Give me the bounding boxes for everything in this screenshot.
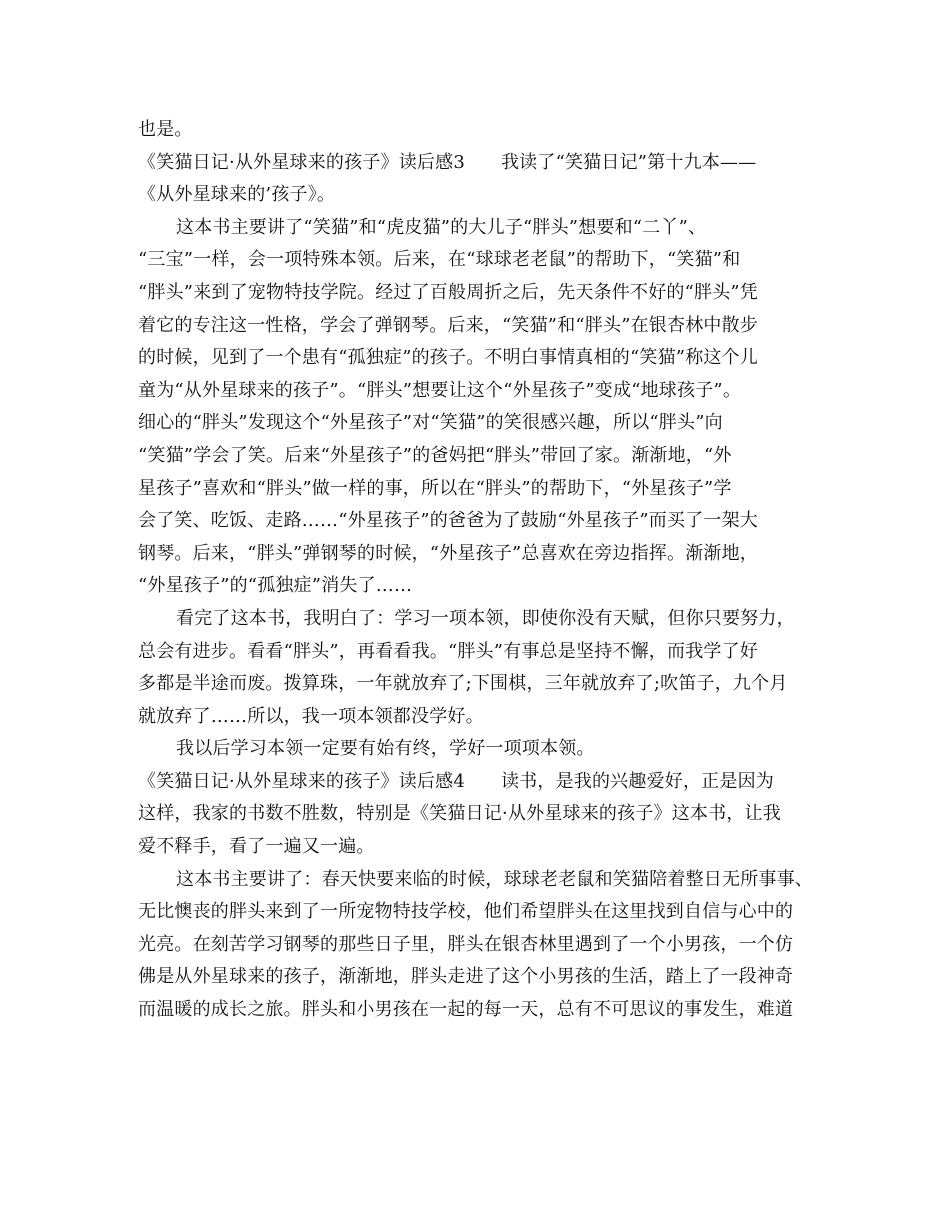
text-line: 星孩子”喜欢和“胖头”做一样的事，所以在“胖头”的帮助下，“外星孩子”学 bbox=[138, 477, 732, 499]
text-run: 我读了“笑猫日记”第十九本—— bbox=[500, 151, 757, 173]
paragraph-first-line: 我以后学习本领一定要有始有终，学好一项项本领。 bbox=[176, 738, 595, 760]
text-line: 会了笑、吃饭、走路……“外星孩子”的爸爸为了鼓励“外星孩子”而买了一架大 bbox=[138, 510, 759, 532]
text-line: 无比懊丧的胖头来到了一所宠物特技学校，他们希望胖头在这里找到自信与心中的 bbox=[138, 901, 794, 923]
text-line: 的时候，见到了一个患有“孤独症”的孩子。不明白事情真相的“笑猫”称这个儿 bbox=[138, 347, 759, 369]
paragraph-first-line: 这本书主要讲了：春天快要来临的时候，球球老老鼠和笑猫陪着整日无所事事、 bbox=[176, 868, 813, 890]
text-run: 读书，是我的兴趣爱好，正是因为 bbox=[500, 770, 774, 792]
section-heading: 《笑猫日记·从外星球来的孩子》读后感4 bbox=[138, 770, 465, 792]
text-line: 钢琴。后来，“胖头”弹钢琴的时候，“外星孩子”总喜欢在旁边指挥。渐渐地， bbox=[138, 542, 759, 564]
text-line: 着它的专注这一性格，学会了弹钢琴。后来，“笑猫”和“胖头”在银杏林中散步 bbox=[138, 314, 759, 336]
text-line: 就放弃了……所以，我一项本领都没学好。 bbox=[138, 705, 484, 727]
document-page bbox=[138, 114, 818, 1027]
text-line: 细心的“胖头”发现这个“外星孩子”对“笑猫”的笑很感兴趣，所以“胖头”向 bbox=[138, 412, 723, 434]
text-line: 童为“从外星球来的孩子”。“胖头”想要让这个“外星孩子”变成“地球孩子”。 bbox=[138, 379, 742, 401]
text-line: 也是。 bbox=[138, 119, 193, 140]
paragraph-first-line: 这本书主要讲了“笑猫”和“虎皮猫”的大儿子“胖头”想要和“二丫”、 bbox=[176, 216, 707, 238]
text-line: 爱不释手，看了一遍又一遍。 bbox=[138, 836, 375, 858]
text-line: “笑猫”学会了笑。后来“外星孩子”的爸妈把“胖头”带回了家。渐渐地，“外 bbox=[138, 444, 732, 466]
text-line: 佛是从外星球来的孩子，渐渐地，胖头走进了这个小男孩的生活，踏上了一段神奇 bbox=[138, 966, 794, 988]
text-line: 总会有进步。看看“胖头”，再看看我。“胖头”有事总是坚持不懈，而我学了好 bbox=[138, 640, 759, 662]
text-line: “外星孩子”的“孤独症”消失了…… bbox=[138, 575, 413, 597]
text-line: 多都是半途而废。拨算珠，一年就放弃了;下围棋，三年就放弃了;吹笛子，九个月 bbox=[138, 673, 788, 695]
text-line: “三宝”一样，会一项特殊本领。后来，在“球球老老鼠”的帮助下，“笑猫”和 bbox=[138, 249, 741, 271]
section-heading-line bbox=[138, 147, 818, 180]
text-line: “胖头”来到了宠物特技学院。经过了百般周折之后，先天条件不好的“胖头”凭 bbox=[138, 281, 759, 303]
text-line: 而温暖的成长之旅。胖头和小男孩在一起的每一天，总有不可思议的事发生，难道 bbox=[138, 999, 794, 1021]
text-line: 《从外星球来的’孩子》。 bbox=[138, 184, 336, 206]
paragraph-first-line: 看完了这本书，我明白了：学习一项本领，即使你没有天赋，但你只要努力， bbox=[176, 607, 795, 629]
section-heading: 《笑猫日记·从外星球来的孩子》读后感3 bbox=[138, 151, 465, 173]
section-heading-line bbox=[138, 766, 818, 799]
text-line: 光亮。在刻苦学习钢琴的那些日子里，胖头在银杏林里遇到了一个小男孩，一个仿 bbox=[138, 933, 794, 955]
text-line: 这样，我家的书数不胜数，特别是《笑猫日记·从外星球来的孩子》这本书，让我 bbox=[138, 803, 781, 825]
